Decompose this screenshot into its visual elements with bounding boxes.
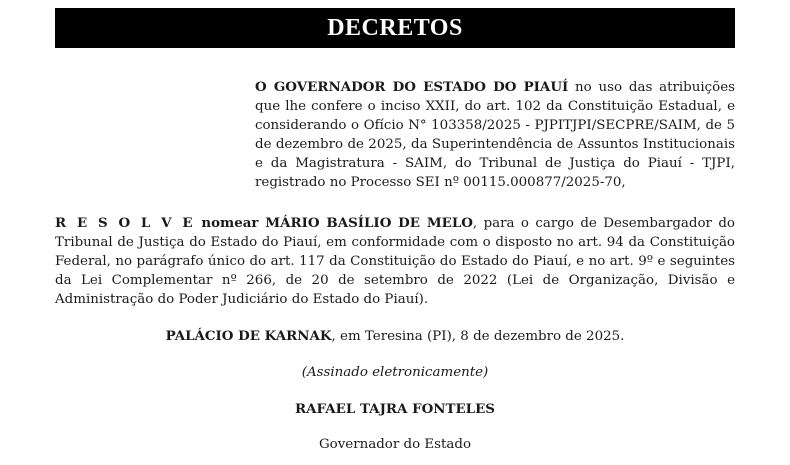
signer-name: RAFAEL TAJRA FONTELES [295, 401, 495, 417]
decree-preamble [255, 78, 735, 192]
preamble-text: no uso das atribuições que lhe confere o inciso XXII, do art. 102 da Constituição Estadual, e considerando o Ofício N° 103358/2025 - PJPITJPI/SECPRE/SAIM, de 5 de dezembro de 2025, da Superintendência de Assuntos Institucionais e da Magistratura - SAIM, do Tribunal de Justiça do Piauí - TJPI, registrado no Processo SEI nº 00115.000877/2025-70, [255, 80, 735, 190]
appointee-name: MÁRIO BASÍLIO DE MELO [265, 215, 473, 231]
preamble-authority: O GOVERNADOR DO ESTADO DO PIAUÍ [255, 79, 569, 95]
section-title: DECRETOS [327, 14, 463, 41]
palace-name: PALÁCIO DE KARNAK [165, 328, 332, 344]
nominate-keyword: nomear [194, 215, 266, 231]
palace-date: , em Teresina (PI), 8 de dezembro de 2025. [331, 329, 625, 344]
signed-note: (Assinado eletronicamente) [301, 365, 489, 380]
decree-resolution [55, 214, 735, 309]
resolution-text: , para o cargo de Desembargador do Tribunal de Justiça do Estado do Piauí, em conformidade com o disposto no art. 94 da Constituição Federal, no parágrafo único do art. 117 da Constituição do Estado do Piauí, e no art. 9º e seguintes da Lei Complementar nº 266, de 20 de setembro de 2022 (Lei de Organização, Divisão e Administração do Poder Judiciário do Estado do Piauí). [55, 216, 735, 307]
resolve-keyword: R E S O L V E [55, 215, 195, 231]
decrees-section-header [55, 8, 735, 48]
signer-role: Governador do Estado [318, 437, 472, 452]
palace-dateline [55, 327, 735, 346]
